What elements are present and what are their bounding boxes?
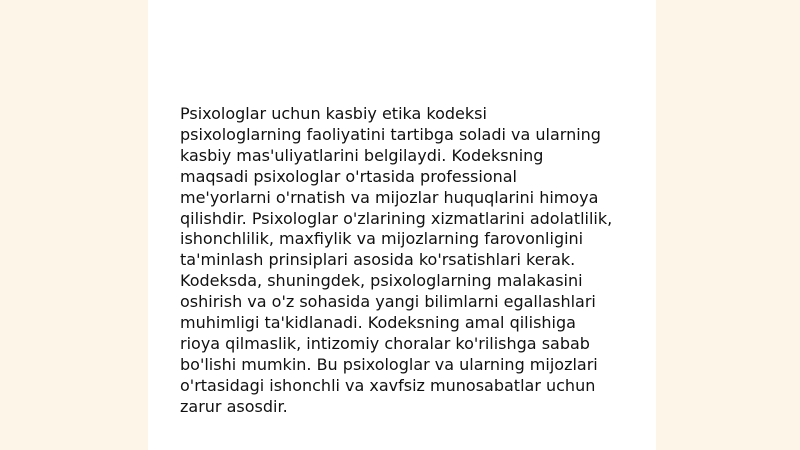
document-page (148, 0, 656, 450)
body-paragraph: Psixologlar uchun kasbiy etika kodeksi psixologlarning faoliyatini tartibga soladi va ularning kasbiy mas'uliyatlarini belgilaydi. Kodeksning maqsadi psixologlar o'rtasida professional me'yorlarni o'rnatish va mijozlar huquqlarini himoya qilishdir. Psixologlar o'zlarining xizmatlarini adolatlilik, ishonchlilik, maxfiylik va mijozlarning farovonligini ta'minlash prinsiplari asosida ko'rsatishlari kerak. Kodeksda, shuningdek, psixologlarning malakasini oshirish va o'z sohasida yangi bilimlarni egallashlari muhimligi ta'kidlanadi. Kodeksning amal qilishiga rioya qilmaslik, intizomiy choralar ko'rilishga sabab bo'lishi mumkin. Bu psixologlar va ularning mijozlari o'rtasidagi ishonchli va xavfsiz munosabatlar uchun zarur asosdir. (180, 104, 613, 416)
